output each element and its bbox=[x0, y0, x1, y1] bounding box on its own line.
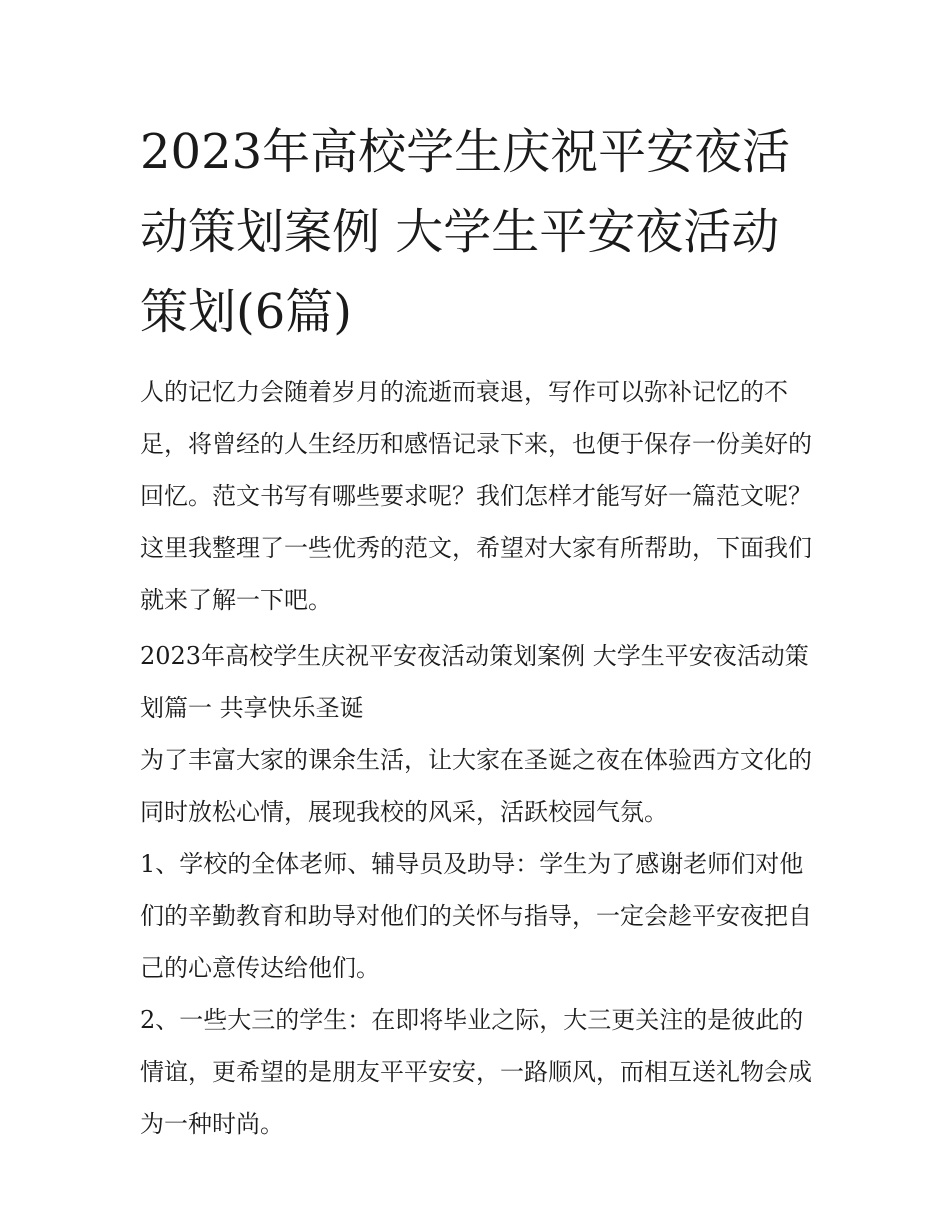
intro-paragraph: 人的记忆力会随着岁月的流逝而衰退，写作可以弥补记忆的不足，将曾经的人生经历和感悟记录下来，也便于保存一份美好的回忆。范文书写有哪些要求呢？我们怎样才能写好一篇范文呢？这里我整理了一些优秀的范文，希望对大家有所帮助，下面我们就来了解一下吧。 bbox=[140, 378, 812, 614]
list-item-2: 2、一些大三的学生：在即将毕业之际，大三更关注的是彼此的情谊，更希望的是朋友平平安安，一路顺风，而相互送礼物会成为一种时尚。 bbox=[140, 1006, 812, 1138]
section-heading: 2023年高校学生庆祝平安夜活动策划案例 大学生平安夜活动策划篇一 共享快乐圣诞 bbox=[140, 642, 809, 722]
body-paragraph: 为了丰富大家的课余生活，让大家在圣诞之夜在体验西方文化的同时放松心情，展现我校的风采，活跃校园气氛。 bbox=[140, 746, 812, 826]
document-page bbox=[140, 112, 815, 1150]
document-title: 2023年高校学生庆祝平安夜活动策划案例 大学生平安夜活动策划(6篇) bbox=[140, 124, 791, 340]
list-item-1: 1、学校的全体老师、辅导员及助导：学生为了感谢老师们对他们的辛勤教育和助导对他们的关怀与指导，一定会趁平安夜把自己的心意传达给他们。 bbox=[140, 850, 812, 982]
